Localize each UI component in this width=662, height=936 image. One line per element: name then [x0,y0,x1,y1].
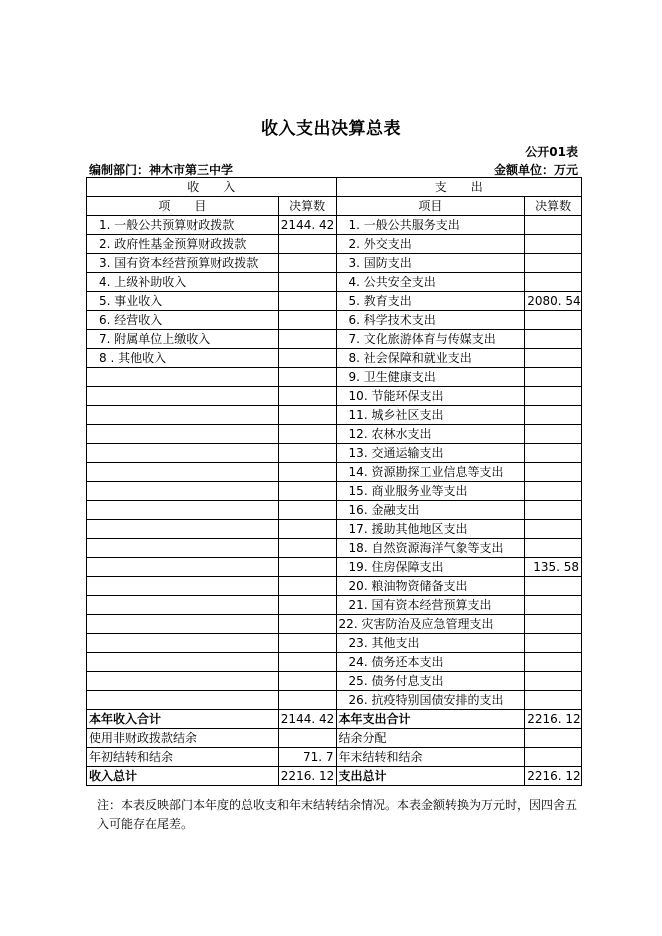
table-row [87,273,582,292]
income-item [87,444,279,463]
expense-item: 20. 粮油物资储备支出 [336,577,525,596]
income-item: 1. 一般公共预算财政拨款 [87,216,279,235]
expense-amount [525,387,582,406]
income-item [87,653,279,672]
expense-item: 12. 农林水支出 [336,425,525,444]
expense-amount [525,273,582,292]
table-row [87,577,582,596]
summary-expense-amount: 2216. 12 [525,710,582,729]
expense-item: 21. 国有资本经营预算支出 [336,596,525,615]
table-row [87,330,582,349]
expense-item: 1. 一般公共服务支出 [336,216,525,235]
summary-income-amount: 71. 7 [278,748,336,767]
income-item: 2. 政府性基金预算财政拨款 [87,235,279,254]
table-row [87,558,582,577]
expense-amount [525,235,582,254]
table-row [87,368,582,387]
expense-item: 15. 商业服务业等支出 [336,482,525,501]
income-amount [278,349,336,368]
expense-amount [525,634,582,653]
summary-expense-item: 年末结转和结余 [336,748,525,767]
expense-item: 24. 债务还本支出 [336,653,525,672]
table-row [87,539,582,558]
summary-income-item: 本年收入合计 [87,710,279,729]
income-item: 5. 事业收入 [87,292,279,311]
table-row [87,444,582,463]
expense-amount [525,653,582,672]
expense-item: 4. 公共安全支出 [336,273,525,292]
income-amount [278,273,336,292]
expense-amount [525,577,582,596]
table-row [87,596,582,615]
expense-item: 22. 灾害防治及应急管理支出 [336,615,525,634]
income-amount [278,368,336,387]
summary-income-item: 年初结转和结余 [87,748,279,767]
expense-item: 18. 自然资源海洋气象等支出 [336,539,525,558]
income-amount [278,539,336,558]
expense-item: 26. 抗疫特别国债安排的支出 [336,691,525,710]
summary-income-amount: 2216. 12 [278,767,336,786]
income-amount [278,292,336,311]
department-label: 编制部门：神木市第三中学 [89,163,234,177]
expense-item: 8. 社会保障和就业支出 [336,349,525,368]
income-item: 3. 国有资本经营预算财政拨款 [87,254,279,273]
summary-income-amount: 2144. 42 [278,710,336,729]
income-amount [278,634,336,653]
expense-item: 10. 节能环保支出 [336,387,525,406]
income-item [87,691,279,710]
table-row [87,387,582,406]
col-expense-item: 项目 [336,197,525,216]
table-row [87,634,582,653]
income-amount [278,330,336,349]
expense-amount [525,691,582,710]
expense-item: 11. 城乡社区支出 [336,406,525,425]
expense-amount [525,425,582,444]
income-item: 7. 附属单位上缴收入 [87,330,279,349]
income-amount [278,577,336,596]
summary-income-item: 使用非财政拨款结余 [87,729,279,748]
footnote: 注：本表反映部门本年度的总收支和年末结转结余情况。本表金额转换为万元时，因四舍五入可能存在尾差。 [97,798,578,831]
income-amount: 2144. 42 [278,216,336,235]
table-row [87,501,582,520]
table-row [87,349,582,368]
expense-amount [525,368,582,387]
expense-amount: 135. 58 [525,558,582,577]
income-amount [278,672,336,691]
income-item [87,596,279,615]
income-item [87,482,279,501]
expense-amount [525,444,582,463]
expense-item: 9. 卫生健康支出 [336,368,525,387]
table-row [87,482,582,501]
summary-row [87,767,582,786]
expense-item: 6. 科学技术支出 [336,311,525,330]
summary-expense-amount [525,748,582,767]
expense-section-header: 支 出 [336,178,581,197]
expense-item: 19. 住房保障支出 [336,558,525,577]
expense-amount [525,349,582,368]
income-amount [278,653,336,672]
expense-item: 25. 债务付息支出 [336,672,525,691]
table-row [87,653,582,672]
expense-amount [525,311,582,330]
table-row [87,672,582,691]
summary-row [87,710,582,729]
expense-amount [525,615,582,634]
summary-expense-item: 结余分配 [336,729,525,748]
income-amount [278,425,336,444]
col-income-amount: 决算数 [278,197,336,216]
summary-row [87,748,582,767]
expense-amount: 2080. 54 [525,292,582,311]
expense-amount [525,520,582,539]
summary-expense-amount [525,729,582,748]
income-amount [278,254,336,273]
expense-item: 5. 教育支出 [336,292,525,311]
expense-item: 2. 外交支出 [336,235,525,254]
income-item: 4. 上级补助收入 [87,273,279,292]
expense-item: 17. 援助其他地区支出 [336,520,525,539]
expense-amount [525,501,582,520]
income-amount [278,482,336,501]
table-row [87,691,582,710]
expense-item: 14. 资源勘探工业信息等支出 [336,463,525,482]
expense-amount [525,330,582,349]
expense-item: 3. 国防支出 [336,254,525,273]
summary-expense-item: 本年支出合计 [336,710,525,729]
income-item [87,387,279,406]
expense-item: 7. 文化旅游体育与传媒支出 [336,330,525,349]
section-header-row [87,178,582,197]
expense-amount [525,596,582,615]
expense-amount [525,672,582,691]
unit-label: 金额单位：万元 [493,163,578,177]
income-amount [278,406,336,425]
income-item [87,672,279,691]
summary-income-item: 收入总计 [87,767,279,786]
income-item: 8 . 其他收入 [87,349,279,368]
expense-item: 23. 其他支出 [336,634,525,653]
income-item [87,501,279,520]
col-expense-amount: 决算数 [525,197,582,216]
expense-amount [525,254,582,273]
form-number: 公开01表 [525,145,578,159]
expense-amount [525,482,582,501]
income-item [87,615,279,634]
summary-income-amount [278,729,336,748]
col-income-item: 项 目 [87,197,279,216]
expense-amount [525,216,582,235]
income-item [87,463,279,482]
income-item [87,406,279,425]
income-section-header: 收 入 [87,178,337,197]
income-amount [278,596,336,615]
table-row [87,254,582,273]
income-amount [278,387,336,406]
table-row [87,615,582,634]
income-item [87,520,279,539]
income-item [87,368,279,387]
table-row [87,311,582,330]
table-row [87,425,582,444]
income-amount [278,463,336,482]
income-item [87,539,279,558]
expense-amount [525,406,582,425]
income-amount [278,235,336,254]
income-amount [278,615,336,634]
table-row [87,292,582,311]
table-row [87,406,582,425]
income-item [87,577,279,596]
income-amount [278,520,336,539]
table-row [87,235,582,254]
expense-item: 13. 交通运输支出 [336,444,525,463]
income-amount [278,558,336,577]
table-row [87,463,582,482]
expense-item: 16. 金融支出 [336,501,525,520]
income-item [87,425,279,444]
column-header-row [87,197,582,216]
income-amount [278,444,336,463]
page-title: 收入支出决算总表 [261,119,401,139]
income-item [87,634,279,653]
income-item: 6. 经营收入 [87,311,279,330]
income-amount [278,311,336,330]
summary-expense-amount: 2216. 12 [525,767,582,786]
income-amount [278,501,336,520]
table-row [87,520,582,539]
expense-amount [525,539,582,558]
expense-amount [525,463,582,482]
income-item [87,558,279,577]
summary-expense-item: 支出总计 [336,767,525,786]
summary-row [87,729,582,748]
table-row [87,216,582,235]
income-expense-table [86,177,582,786]
income-amount [278,691,336,710]
